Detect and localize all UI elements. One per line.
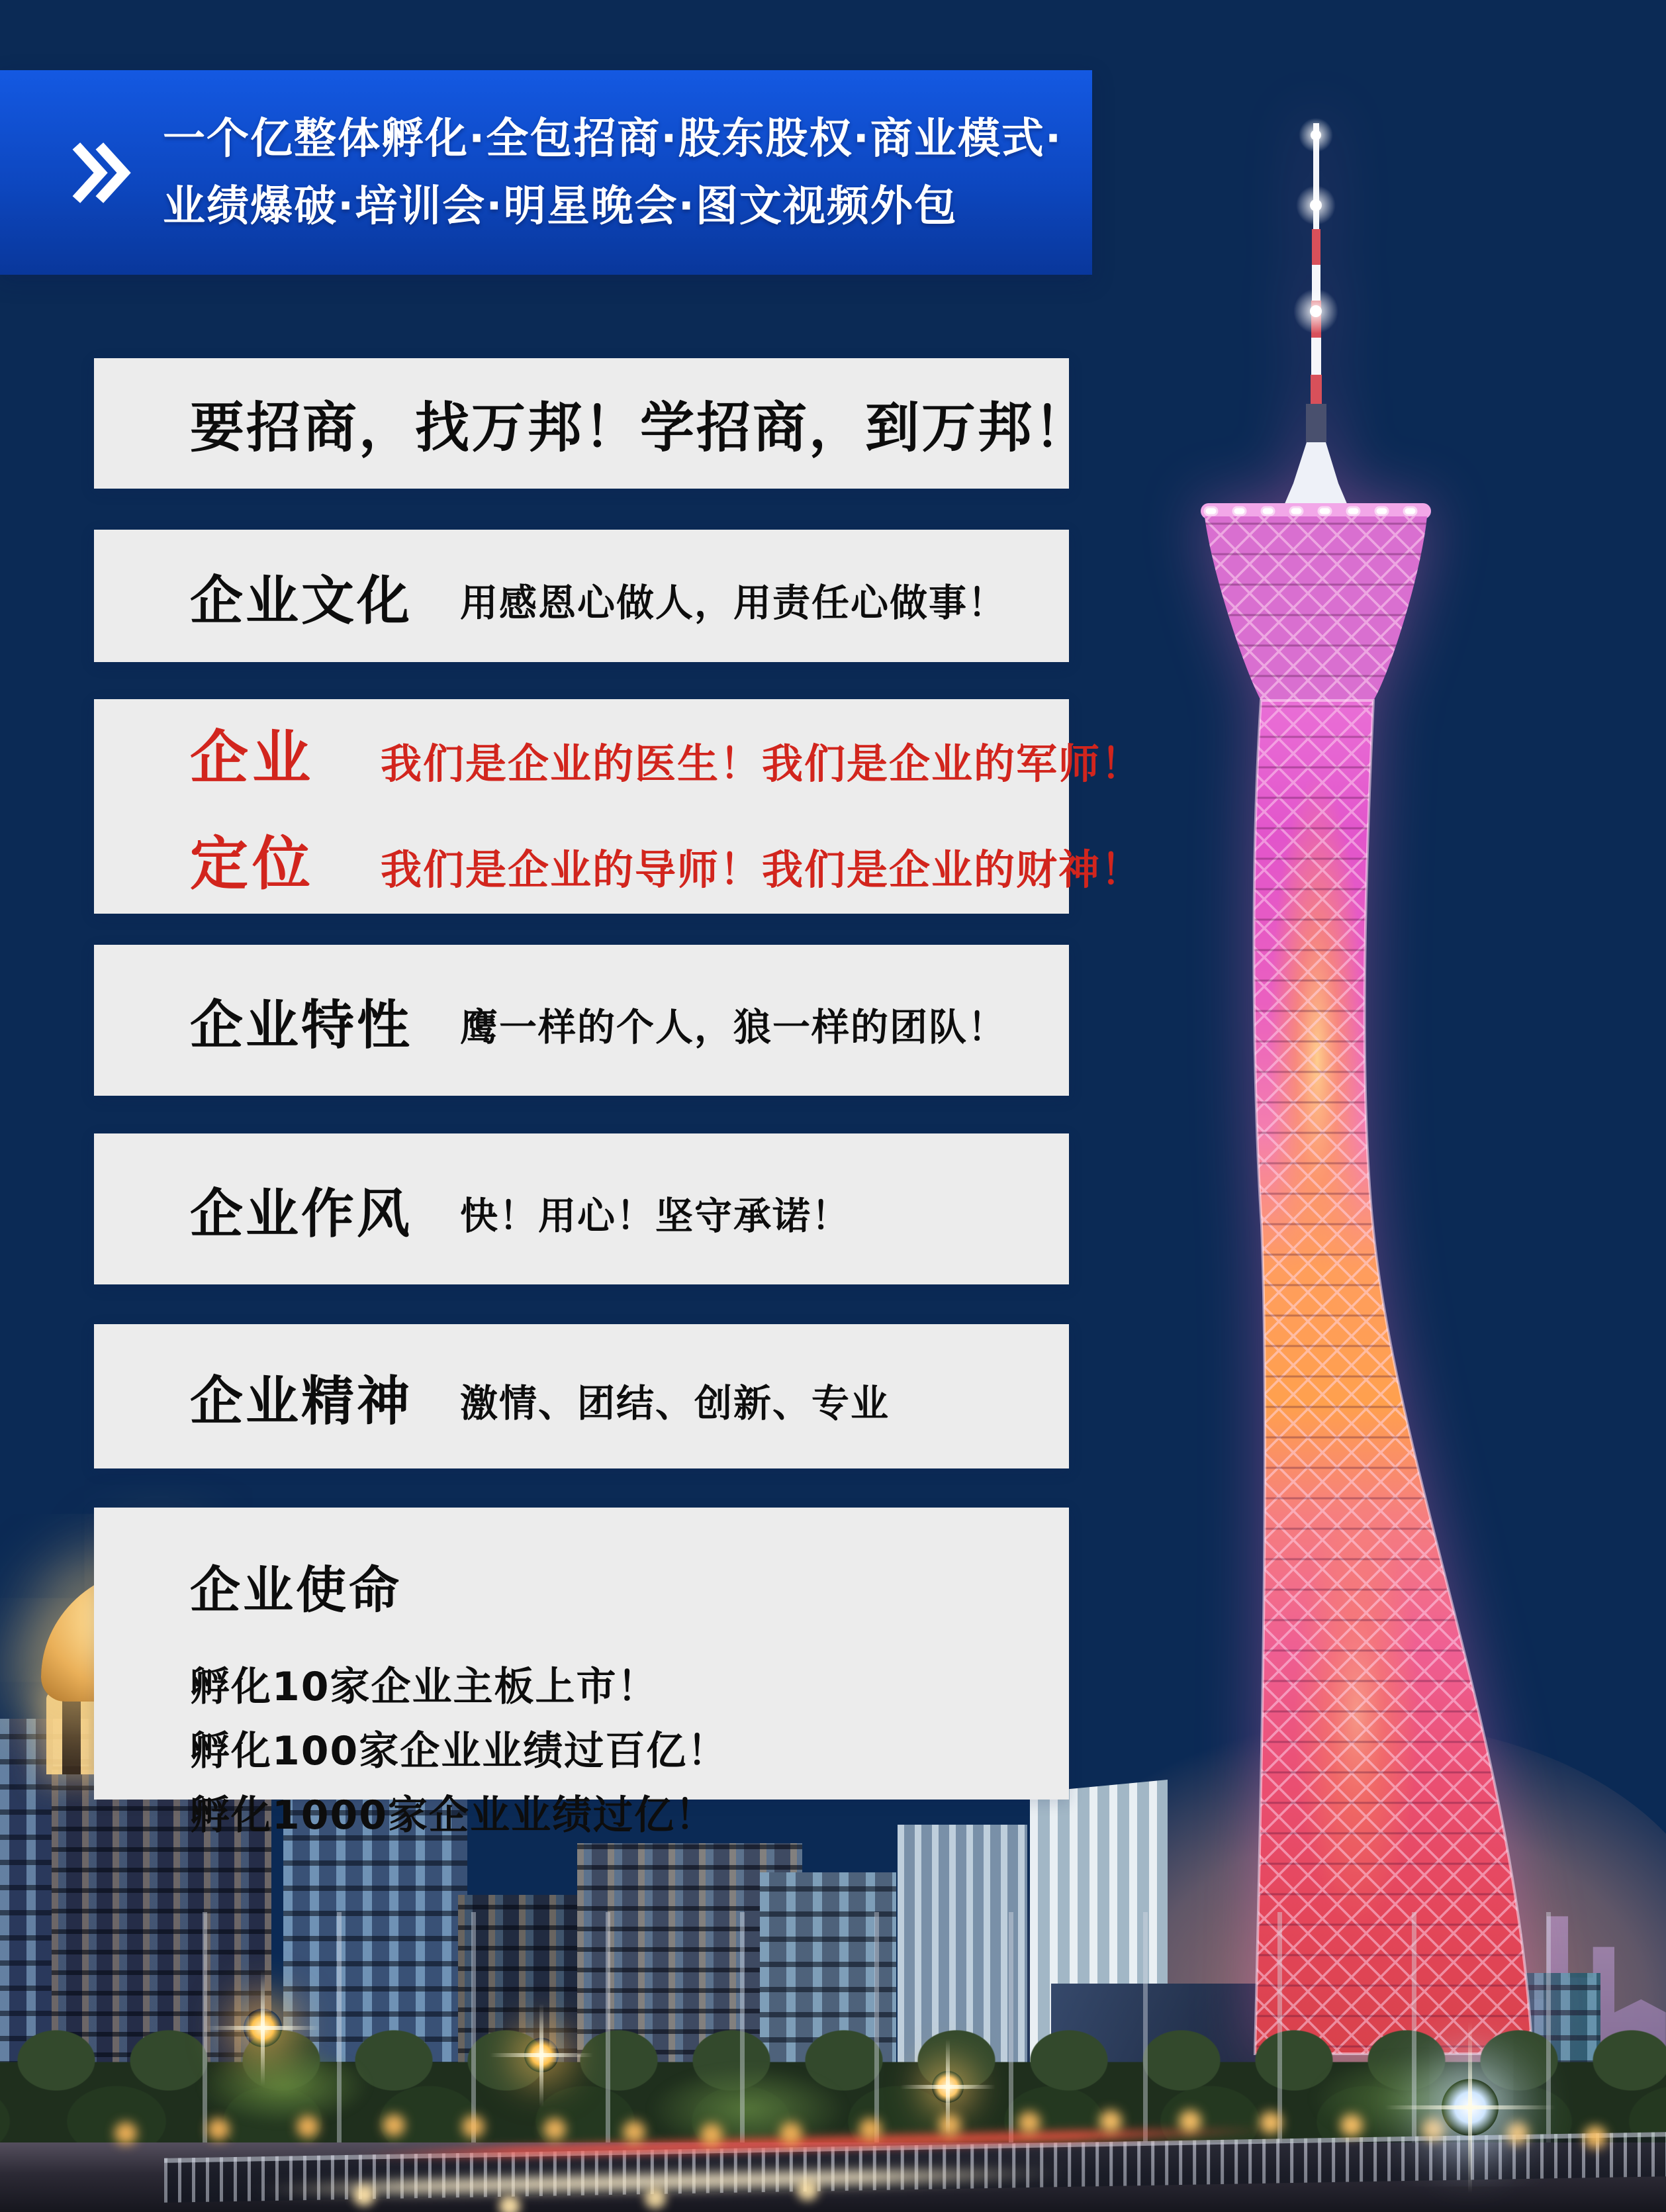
positioning-desc-1: 我们是企业的医生！我们是企业的军师！ [381,740,1144,788]
slogan-text: 要招商，找万邦！学招商，到万邦！ [190,397,1091,459]
lamp-starburst [524,2038,559,2072]
mission-title: 企业使命 [190,1561,402,1619]
traits-panel [94,945,1069,1096]
mission-panel [94,1508,1069,1839]
chevron-double-right-icon [71,138,132,207]
positioning-panel [94,699,1144,914]
positioning-row-2 [190,818,1143,901]
positioning-desc-2: 我们是企业的导师！我们是企业的财神！ [381,845,1144,894]
lamp-starburst [244,2009,282,2047]
street-lamps [0,0,13,13]
services-banner [0,70,1092,275]
lamp-starburst [1442,2079,1499,2136]
style-title: 企业作风 [190,1182,412,1245]
mission-line-1: 孵化10家企业主板上市！ [190,1664,659,1710]
culture-panel [94,530,1069,662]
lamp-starburst [932,2071,964,2103]
traits-desc: 鹰一样的个人，狼一样的团队！ [460,1006,1007,1049]
mission-line-2: 孵化100家企业业绩过百亿！ [190,1728,729,1774]
services-banner-text [163,105,1062,240]
mission-line-3: 孵化1000家企业业绩过亿！ [190,1792,716,1839]
lamp-posts [73,1912,1615,2152]
positioning-title-1: 企业 [190,724,315,792]
positioning-title-2: 定位 [190,830,315,898]
services-line-1: 一个亿整体孵化·全包招商·股东股权·商业模式· [163,114,1063,164]
culture-title: 企业文化 [190,569,412,632]
spirit-title: 企业精神 [190,1370,412,1432]
positioning-row-1 [190,712,1143,795]
mission-lines [190,1655,728,1848]
spirit-desc: 激情、团结、创新、专业 [460,1382,890,1425]
style-panel [94,1133,1069,1284]
canton-tower [1119,113,1582,2105]
culture-desc: 用感恩心做人，用责任心做事！ [460,581,1007,625]
style-desc: 快！用心！坚守承诺！ [460,1194,851,1238]
services-line-2: 业绩爆破·培训会·明星晚会·图文视频外包 [163,181,958,231]
traits-title: 企业特性 [190,994,412,1056]
spirit-panel [94,1324,1069,1468]
slogan-panel [94,358,1091,489]
